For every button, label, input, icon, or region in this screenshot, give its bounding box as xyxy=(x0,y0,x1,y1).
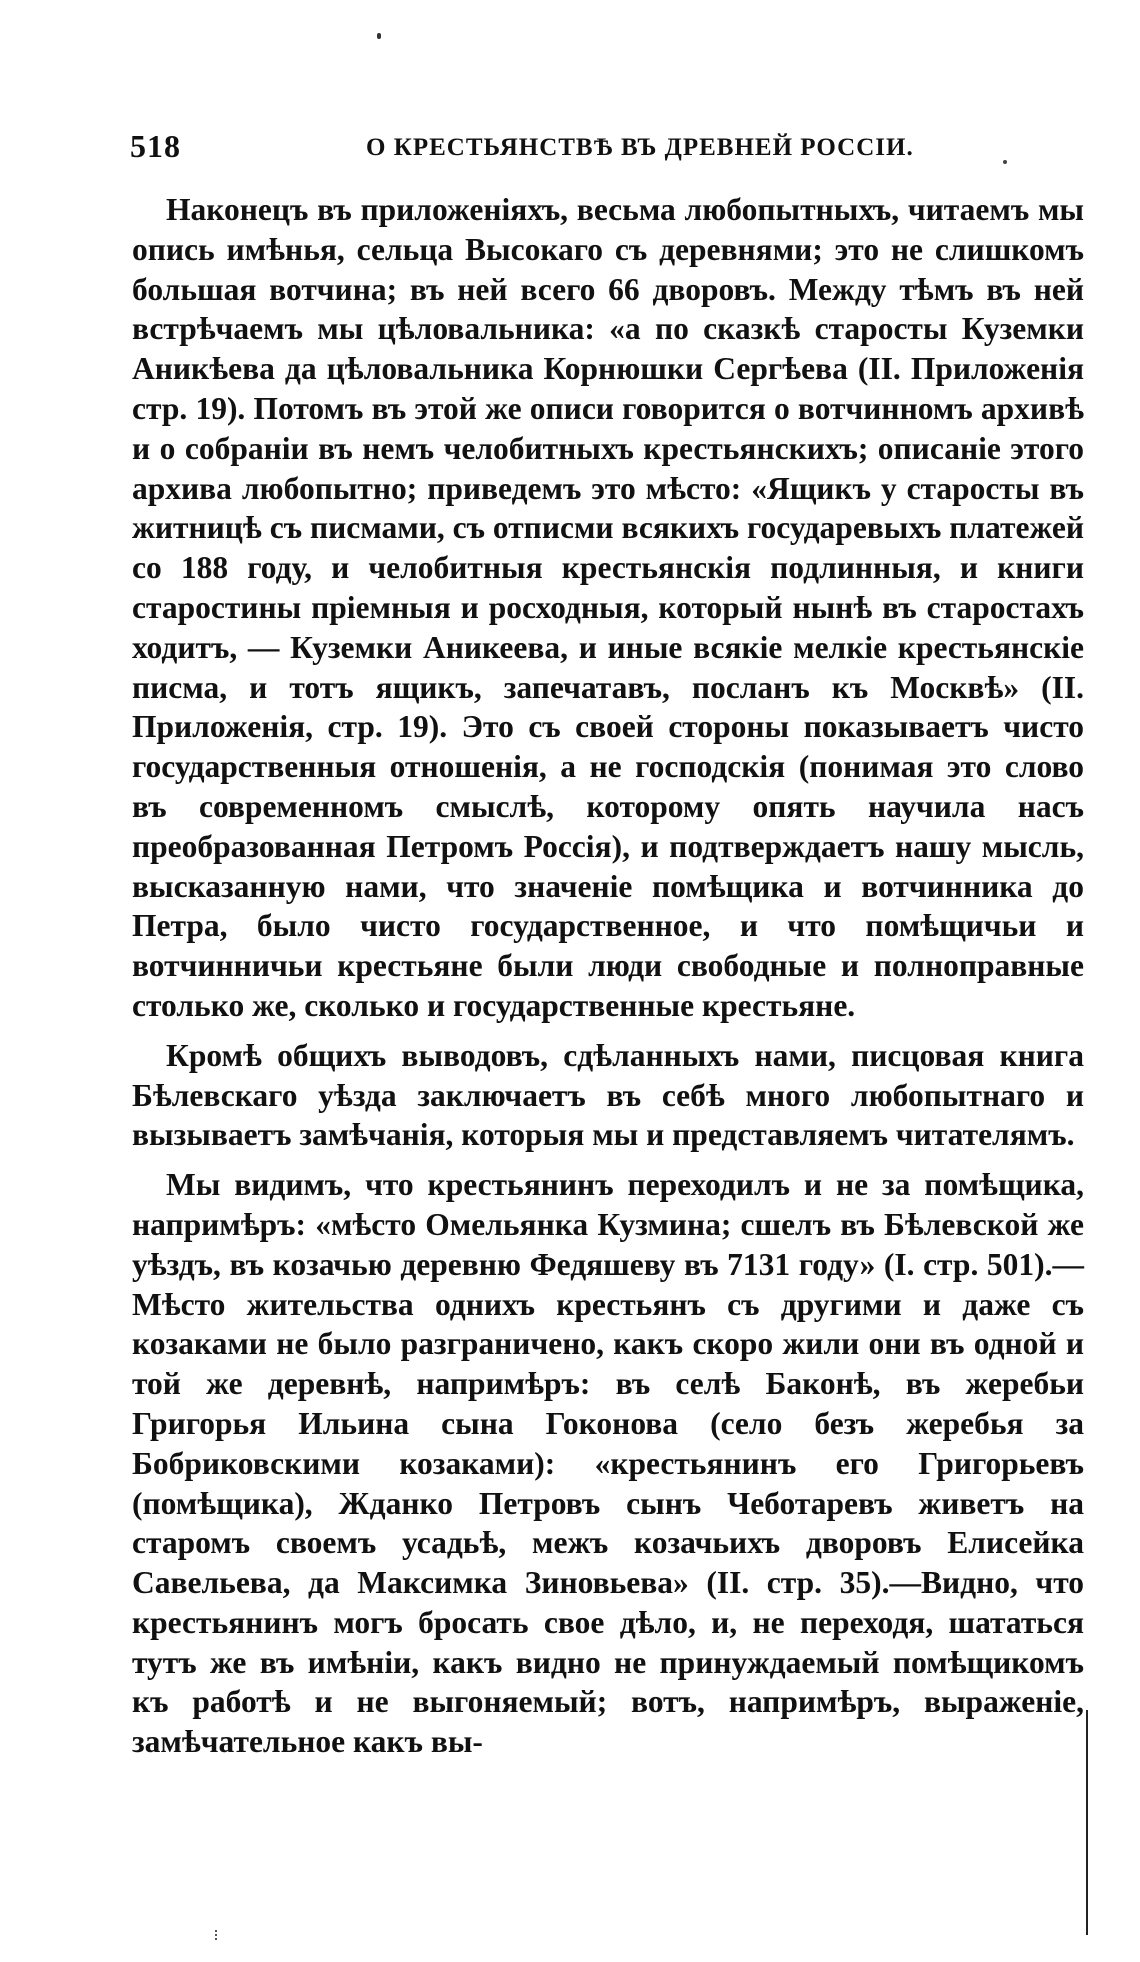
running-title: О КРЕСТЬЯНСТВѢ ВЪ ДРЕВНЕЙ РОССІИ. xyxy=(366,134,914,161)
paragraph: Мы видимъ, что крестьянинъ переходилъ и не за помѣщика, напримѣръ: «мѣсто Омельянка Кузмина; сшелъ въ Бѣлевской же уѣздъ, въ козачью деревню Федяшеву въ 7131 году» (I. стр. 501).— Мѣсто жительства однихъ крестьянъ съ другими и даже съ козаками не было разграничено, какъ скоро жили они въ одной и той же деревнѣ, напримѣръ: въ селѣ Баконѣ, въ жеребьи Григорья Ильина сына Гоконова (село безъ жеребья за Бобриковскими козаками): «крестьянинъ его Григорьевъ (помѣщика), Жданко Петровъ сынъ Чеботаревъ живетъ на старомъ своемъ усадьѣ, межъ козачьихъ дворовъ Елисейка Савельева, да Максимка Зиновьева» (II. стр. 35).—Видно, что крестьянинъ могъ бросать свое дѣло, и, не переходя, шататься тутъ же въ имѣніи, какъ видно не принуждаемый помѣщикомъ къ работѣ и не выгоняемый; вотъ, напримѣръ, выраженіе, замѣчательное какъ вы- xyxy=(132,1167,1084,1760)
running-head xyxy=(130,128,1030,168)
paragraph: Кромѣ общихъ выводовъ, сдѣланныхъ нами, писцовая книга Бѣлевскаго уѣзда заключаетъ въ себѣ много любопытнаго и вызываетъ замѣчанія, которыя мы и представляемъ читателямъ. xyxy=(132,1037,1084,1153)
body-text xyxy=(132,190,1084,1772)
page-number: 518 xyxy=(130,128,181,164)
ink-speck xyxy=(377,33,381,39)
paragraph: Наконецъ въ приложеніяхъ, весьма любопытныхъ, читаемъ мы опись имѣнья, сельца Высокаго съ деревнями; это не слишкомъ большая вотчина; въ ней всего 66 дворовъ. Между тѣмъ въ ней встрѣчаемъ мы цѣловальника: «а по сказкѣ старосты Куземки Аникѣева да цѣловальника Корнюшки Сергѣева (II. Приложенія стр. 19). Потомъ въ этой же описи говорится о вотчинномъ архивѣ и о собраніи въ немъ челобитныхъ крестьянскихъ; описаніе этого архива любопытно; приведемъ это мѣсто: «Ящикъ у старосты въ житницѣ съ писмами, съ отписми всякихъ государевыхъ платежей со 188 году, и челобитныя крестьянскія подлинныя, и книги старостины пріемныя и росходныя, который нынѣ въ старостахъ ходитъ, — Куземки Аникеева, и иные всякіе мелкіе крестьянскіе писма, и тотъ ящикъ, запечатавъ, посланъ къ Москвѣ» (II. Приложенія, стр. 19). Это съ своей стороны показываетъ чисто государственныя отношенія, а не господскія (понимая это слово въ современномъ смыслѣ, которому опять научила насъ преобразованная Петромъ Россія), и подтверждаетъ нашу мысль, высказанную нами, что значеніе помѣщика и вотчинника до Петра, было чисто государственное, и что помѣщичьи и вотчинничьи крестьяне были люди свободные и полноправные столько же, сколько и государственные крестьяне. xyxy=(132,192,1084,1023)
margin-rule xyxy=(1086,1710,1088,1935)
ink-speck xyxy=(215,1930,223,1940)
